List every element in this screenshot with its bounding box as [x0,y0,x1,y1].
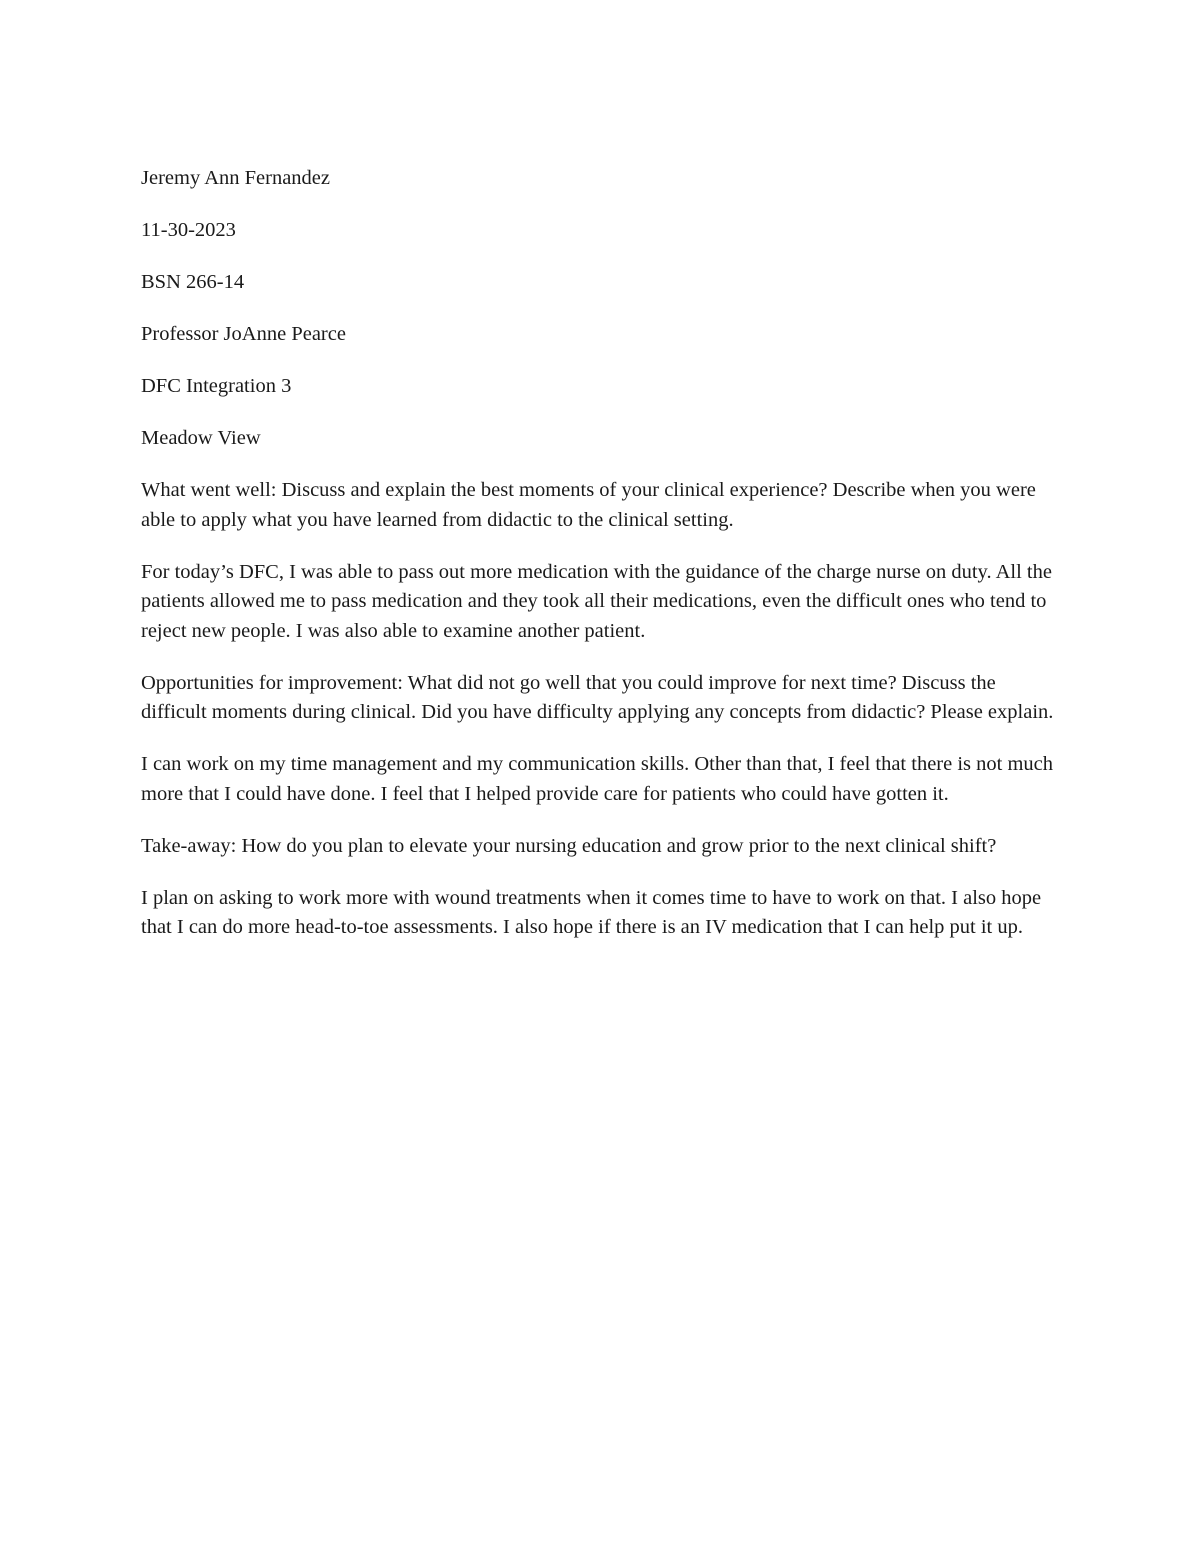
went-well-prompt: What went well: Discuss and explain the best moments of your clinical experience? Describe when you were able to apply what you have learned from didactic to the clinical setting. [141,479,1036,531]
improvement-response: I can work on my time management and my communication skills. Other than that, I feel that there is not much more that I could have done. I feel that I helped provide care for patients who could have gotten it. [141,753,1054,805]
improvement-prompt: Opportunities for improvement: What did not go well that you could improve for next time? Discuss the difficult moments during clinical. Did you have difficulty applying any concepts from didactic? Please explain. [141,671,1054,723]
professor-name: Professor JoAnne Pearce [141,323,346,345]
assignment-title: DFC Integration 3 [141,375,292,397]
student-name: Jeremy Ann Fernandez [141,167,330,189]
went-well-response: For today’s DFC, I was able to pass out more medication with the guidance of the charge nurse on duty. All the patients allowed me to pass medication and they took all their medications, even the difficult ones who tend to reject new people. I was also able to examine another patient. [141,560,1052,642]
submission-date: 11-30-2023 [141,219,236,241]
takeaway-response: I plan on asking to work more with wound treatments when it comes time to have to work on that. I also hope that I can do more head-to-toe assessments. I also hope if there is an IV medication that I can help put it up. [141,886,1042,938]
course-code: BSN 266-14 [141,271,245,293]
clinical-site: Meadow View [141,427,261,449]
takeaway-prompt: Take-away: How do you plan to elevate your nursing education and grow prior to the next clinical shift? [141,834,997,857]
document-body [141,164,1066,965]
